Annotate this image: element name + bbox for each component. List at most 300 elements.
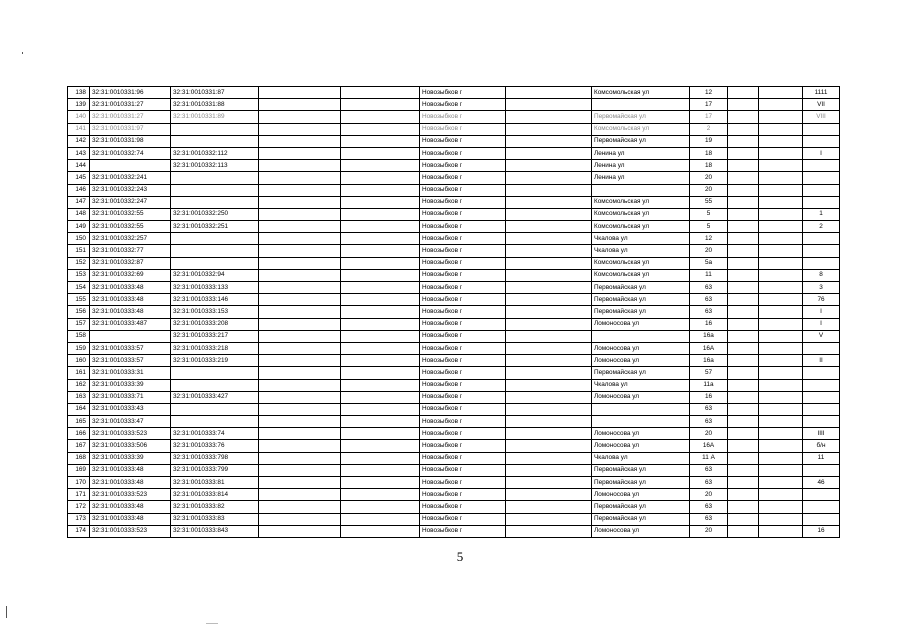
table-cell: Новозыбков г (420, 99, 506, 111)
table-cell: Новозыбков г (420, 379, 506, 391)
table-cell (341, 123, 420, 135)
table-cell (259, 221, 341, 233)
table-cell (759, 147, 803, 159)
table-row (68, 452, 840, 464)
table-cell (506, 501, 592, 513)
table-cell: 16 (690, 391, 728, 403)
table-cell: 32:31:0010333:74 (171, 428, 259, 440)
table-cell (259, 306, 341, 318)
table-cell: 174 (68, 525, 90, 537)
table-cell: Ломоносова ул (592, 355, 690, 367)
table-cell (759, 489, 803, 501)
table-cell (341, 208, 420, 220)
table-cell: 144 (68, 160, 90, 172)
table-cell: Новозыбков г (420, 489, 506, 501)
table-cell (728, 452, 759, 464)
table-cell (341, 233, 420, 245)
table-cell (341, 99, 420, 111)
table-cell (803, 367, 840, 379)
table-cell: 168 (68, 452, 90, 464)
scan-mark-left (6, 606, 7, 618)
table-cell (728, 196, 759, 208)
table-cell (259, 452, 341, 464)
table-cell (506, 367, 592, 379)
table-row (68, 257, 840, 269)
table-cell (341, 318, 420, 330)
table-cell: Новозыбков г (420, 428, 506, 440)
table-cell: Новозыбков г (420, 245, 506, 257)
table-cell: 32:31:0010333:843 (171, 525, 259, 537)
table-cell (506, 87, 592, 99)
table-cell (341, 464, 420, 476)
table-cell (759, 294, 803, 306)
table-row (68, 379, 840, 391)
table-cell: 32:31:0010332:247 (90, 196, 171, 208)
table-cell (506, 233, 592, 245)
table-cell: 32:31:0010333:219 (171, 355, 259, 367)
table-row (68, 245, 840, 257)
table-cell (759, 416, 803, 428)
table-row (68, 160, 840, 172)
table-cell (171, 403, 259, 415)
table-row (68, 111, 840, 123)
table-cell (341, 306, 420, 318)
table-cell (341, 428, 420, 440)
table-cell: 157 (68, 318, 90, 330)
table-cell: 32:31:0010332:94 (171, 269, 259, 281)
table-cell: 149 (68, 221, 90, 233)
table-cell (259, 208, 341, 220)
table-cell (341, 391, 420, 403)
table-cell (759, 306, 803, 318)
table-cell: 32:31:0010331:87 (171, 87, 259, 99)
table-cell: Первомайская ул (592, 501, 690, 513)
table-cell (803, 233, 840, 245)
table-row (68, 99, 840, 111)
table-cell: 32:31:0010332:113 (171, 160, 259, 172)
table-row (68, 282, 840, 294)
table-cell: Комсомольская ул (592, 87, 690, 99)
table-cell: 32:31:0010331:96 (90, 87, 171, 99)
table-cell: 32:31:0010333:799 (171, 464, 259, 476)
table-cell (803, 196, 840, 208)
table-cell: 173 (68, 513, 90, 525)
table-cell (759, 269, 803, 281)
table-cell (803, 403, 840, 415)
page-number: 5 (456, 549, 464, 564)
table-cell (728, 367, 759, 379)
table-cell (506, 440, 592, 452)
table-cell: 167 (68, 440, 90, 452)
table-cell: 150 (68, 233, 90, 245)
table-cell (341, 452, 420, 464)
table-cell (341, 196, 420, 208)
table-cell (759, 221, 803, 233)
table-cell: 32:31:0010332:243 (90, 184, 171, 196)
table-row (68, 233, 840, 245)
table-cell: 16А (690, 342, 728, 354)
table-cell: 32:31:0010333:153 (171, 306, 259, 318)
table-cell (259, 428, 341, 440)
table-cell: VII (803, 99, 840, 111)
table-cell (728, 501, 759, 513)
table-row (68, 416, 840, 428)
table-cell: Новозыбков г (420, 440, 506, 452)
table-cell (506, 135, 592, 147)
table-cell: Новозыбков г (420, 464, 506, 476)
table-cell (803, 184, 840, 196)
table-cell (506, 525, 592, 537)
table-cell: Комсомольская ул (592, 221, 690, 233)
table-cell (759, 440, 803, 452)
table-cell (506, 269, 592, 281)
table-cell: 63 (690, 501, 728, 513)
table-cell (341, 501, 420, 513)
table-cell: 32:31:0010333:48 (90, 464, 171, 476)
table-cell: 18 (690, 160, 728, 172)
table-cell (506, 294, 592, 306)
table-cell (506, 355, 592, 367)
table-cell (728, 123, 759, 135)
table-cell (506, 160, 592, 172)
table-cell (259, 355, 341, 367)
table-row (68, 428, 840, 440)
table-cell: 20 (690, 489, 728, 501)
table-cell: 32:31:0010333:47 (90, 416, 171, 428)
table-cell (759, 87, 803, 99)
table-cell: 32:31:0010333:48 (90, 294, 171, 306)
table-cell (728, 477, 759, 489)
table-cell: Комсомольская ул (592, 257, 690, 269)
table-cell (259, 525, 341, 537)
table-cell (592, 403, 690, 415)
table-cell: Комсомольская ул (592, 196, 690, 208)
table-cell (341, 184, 420, 196)
table-cell (171, 172, 259, 184)
table-cell (341, 513, 420, 525)
table-row (68, 123, 840, 135)
table-cell (341, 269, 420, 281)
table-cell: Ломоносова ул (592, 440, 690, 452)
table-cell (759, 184, 803, 196)
table-row (68, 367, 840, 379)
table-cell: 151 (68, 245, 90, 257)
table-cell: 32:31:0010333:487 (90, 318, 171, 330)
table-cell: 32:31:0010333:523 (90, 428, 171, 440)
table-cell (259, 87, 341, 99)
table-cell: 32:31:0010332:55 (90, 208, 171, 220)
table-cell: 20 (690, 172, 728, 184)
table-cell: VIII (803, 111, 840, 123)
scan-mark-bottom (206, 623, 218, 624)
table-cell: 32:31:0010333:48 (90, 306, 171, 318)
table-cell (728, 221, 759, 233)
table-cell: I (803, 147, 840, 159)
table-cell: Первомайская ул (592, 282, 690, 294)
table-cell (803, 135, 840, 147)
table-cell (506, 221, 592, 233)
table-cell (592, 330, 690, 342)
table-cell (506, 391, 592, 403)
table-cell: Новозыбков г (420, 294, 506, 306)
table-cell (759, 464, 803, 476)
table-cell (728, 513, 759, 525)
table-cell: Новозыбков г (420, 111, 506, 123)
table-cell: 63 (690, 282, 728, 294)
table-cell (728, 111, 759, 123)
table-cell (341, 489, 420, 501)
table-cell: 63 (690, 464, 728, 476)
table-cell (259, 330, 341, 342)
table-cell (341, 367, 420, 379)
table-cell (259, 464, 341, 476)
table-row (68, 87, 840, 99)
table-cell: 8 (803, 269, 840, 281)
table-cell: 32:31:0010333:798 (171, 452, 259, 464)
table-cell (506, 489, 592, 501)
cadastral-table (67, 86, 840, 538)
table-cell: 164 (68, 403, 90, 415)
table-cell (759, 428, 803, 440)
table-cell: 32:31:0010333:506 (90, 440, 171, 452)
table-cell (728, 489, 759, 501)
table-cell (506, 257, 592, 269)
table-cell (506, 379, 592, 391)
table-cell: 32:31:0010333:71 (90, 391, 171, 403)
table-cell (759, 233, 803, 245)
table-cell: 32:31:0010333:48 (90, 477, 171, 489)
table-cell (171, 367, 259, 379)
table-cell (728, 440, 759, 452)
table-cell (171, 245, 259, 257)
table-cell (759, 196, 803, 208)
table-cell (259, 245, 341, 257)
table-cell: 12 (690, 87, 728, 99)
table-cell (728, 342, 759, 354)
table-row (68, 355, 840, 367)
table-row (68, 403, 840, 415)
table-cell (728, 87, 759, 99)
table-cell: 5 (690, 221, 728, 233)
table-row (68, 294, 840, 306)
table-cell (728, 184, 759, 196)
table-row (68, 221, 840, 233)
table-cell (759, 403, 803, 415)
table-cell: 32:31:0010333:57 (90, 355, 171, 367)
table-cell (803, 379, 840, 391)
table-row (68, 306, 840, 318)
table-cell: 1111 (803, 87, 840, 99)
table-cell: 32:31:0010331:89 (171, 111, 259, 123)
table-cell (259, 257, 341, 269)
table-cell (259, 172, 341, 184)
table-cell (759, 135, 803, 147)
table-cell: 32:31:0010333:48 (90, 513, 171, 525)
table-row (68, 525, 840, 537)
table-cell (341, 342, 420, 354)
table-cell: 32:31:0010331:97 (90, 123, 171, 135)
table-cell (90, 160, 171, 172)
table-cell: 146 (68, 184, 90, 196)
table-cell: 152 (68, 257, 90, 269)
table-cell: 32:31:0010333:523 (90, 489, 171, 501)
table-cell (506, 403, 592, 415)
table-cell (759, 160, 803, 172)
table-cell: 46 (803, 477, 840, 489)
table-cell (341, 172, 420, 184)
table-cell (341, 147, 420, 159)
table-cell (259, 147, 341, 159)
table-cell: 155 (68, 294, 90, 306)
table-cell (728, 403, 759, 415)
table-cell: Комсомольская ул (592, 269, 690, 281)
table-cell (759, 525, 803, 537)
table-cell (728, 306, 759, 318)
table-cell: Новозыбков г (420, 391, 506, 403)
table-cell: I (803, 306, 840, 318)
table-cell: 32:31:0010333:48 (90, 501, 171, 513)
table-row (68, 513, 840, 525)
table-cell (759, 257, 803, 269)
table-cell: Новозыбков г (420, 123, 506, 135)
table-cell: Новозыбков г (420, 342, 506, 354)
table-cell (728, 391, 759, 403)
table-cell: Чкалова ул (592, 379, 690, 391)
table-cell: Новозыбков г (420, 282, 506, 294)
table-cell (506, 196, 592, 208)
table-cell: 32:31:0010332:55 (90, 221, 171, 233)
table-cell: 17 (690, 99, 728, 111)
table-cell (259, 342, 341, 354)
table-cell (728, 318, 759, 330)
table-cell (506, 306, 592, 318)
table-cell: Первомайская ул (592, 513, 690, 525)
table-row (68, 501, 840, 513)
table-cell: 170 (68, 477, 90, 489)
table-cell: 3 (803, 282, 840, 294)
table-cell: 143 (68, 147, 90, 159)
table-cell: 76 (803, 294, 840, 306)
table-cell (259, 416, 341, 428)
table-row (68, 342, 840, 354)
table-cell: 2 (803, 221, 840, 233)
table-cell: 11а (690, 379, 728, 391)
table-cell: 20 (690, 245, 728, 257)
table-cell: Новозыбков г (420, 87, 506, 99)
table-cell (259, 391, 341, 403)
table-cell: 1 (803, 208, 840, 220)
table-cell: 19 (690, 135, 728, 147)
table-cell (259, 269, 341, 281)
table-cell (506, 123, 592, 135)
table-cell: Новозыбков г (420, 269, 506, 281)
table-cell: 32:31:0010333:76 (171, 440, 259, 452)
table-cell (506, 282, 592, 294)
table-cell: Ломоносова ул (592, 318, 690, 330)
table-cell: Комсомольская ул (592, 208, 690, 220)
table-cell: 32:31:0010333:427 (171, 391, 259, 403)
table-cell (728, 294, 759, 306)
table-cell (803, 464, 840, 476)
table-cell (759, 111, 803, 123)
table-cell (259, 403, 341, 415)
table-cell: 172 (68, 501, 90, 513)
table-cell: Новозыбков г (420, 318, 506, 330)
table-cell: 139 (68, 99, 90, 111)
table-cell (171, 257, 259, 269)
table-cell: 159 (68, 342, 90, 354)
table-cell (759, 355, 803, 367)
table-cell: Ломоносова ул (592, 391, 690, 403)
table-cell: 32:31:0010331:88 (171, 99, 259, 111)
table-cell: Первомайская ул (592, 306, 690, 318)
table-cell (90, 330, 171, 342)
table-cell (728, 257, 759, 269)
table-cell: 32:31:0010332:74 (90, 147, 171, 159)
table-cell: 142 (68, 135, 90, 147)
table-cell: 63 (690, 294, 728, 306)
table-cell: Ломоносова ул (592, 525, 690, 537)
table-cell: 154 (68, 282, 90, 294)
table-cell (506, 111, 592, 123)
table-cell: 32:31:0010333:39 (90, 379, 171, 391)
table-cell: Новозыбков г (420, 196, 506, 208)
table-cell: Новозыбков г (420, 403, 506, 415)
table-cell: 16 (803, 525, 840, 537)
table-cell: Чкалова ул (592, 233, 690, 245)
table-cell: 32:31:0010333:81 (171, 477, 259, 489)
table-cell (759, 501, 803, 513)
table-cell (506, 477, 592, 489)
table-cell (728, 330, 759, 342)
table-cell: 11 А (690, 452, 728, 464)
table-cell: 32:31:0010332:77 (90, 245, 171, 257)
table-cell: 18 (690, 147, 728, 159)
table-cell: 20 (690, 184, 728, 196)
table-cell: Ленина ул (592, 160, 690, 172)
table-cell (341, 403, 420, 415)
table-cell: Первомайская ул (592, 477, 690, 489)
table-cell (759, 123, 803, 135)
table-cell (803, 123, 840, 135)
table-cell (259, 160, 341, 172)
table-cell (728, 416, 759, 428)
table-cell (759, 208, 803, 220)
table-cell (171, 184, 259, 196)
table-cell: Новозыбков г (420, 477, 506, 489)
table-cell: 153 (68, 269, 90, 281)
table-cell (341, 160, 420, 172)
table-cell (341, 111, 420, 123)
table-cell: Новозыбков г (420, 416, 506, 428)
table-cell: 63 (690, 403, 728, 415)
table-cell: 32:31:0010333:43 (90, 403, 171, 415)
table-cell: Комсомольская ул (592, 123, 690, 135)
table-cell: Новозыбков г (420, 160, 506, 172)
table-cell (506, 245, 592, 257)
table-cell (171, 123, 259, 135)
table-cell: Первомайская ул (592, 294, 690, 306)
table-cell: 32:31:0010332:241 (90, 172, 171, 184)
table-cell: 32:31:0010333:814 (171, 489, 259, 501)
table-cell (759, 99, 803, 111)
table-cell (803, 416, 840, 428)
table-cell (728, 135, 759, 147)
table-cell (341, 525, 420, 537)
table-cell: 32:31:0010332:69 (90, 269, 171, 281)
table-cell (341, 379, 420, 391)
table-cell: Ломоносова ул (592, 428, 690, 440)
